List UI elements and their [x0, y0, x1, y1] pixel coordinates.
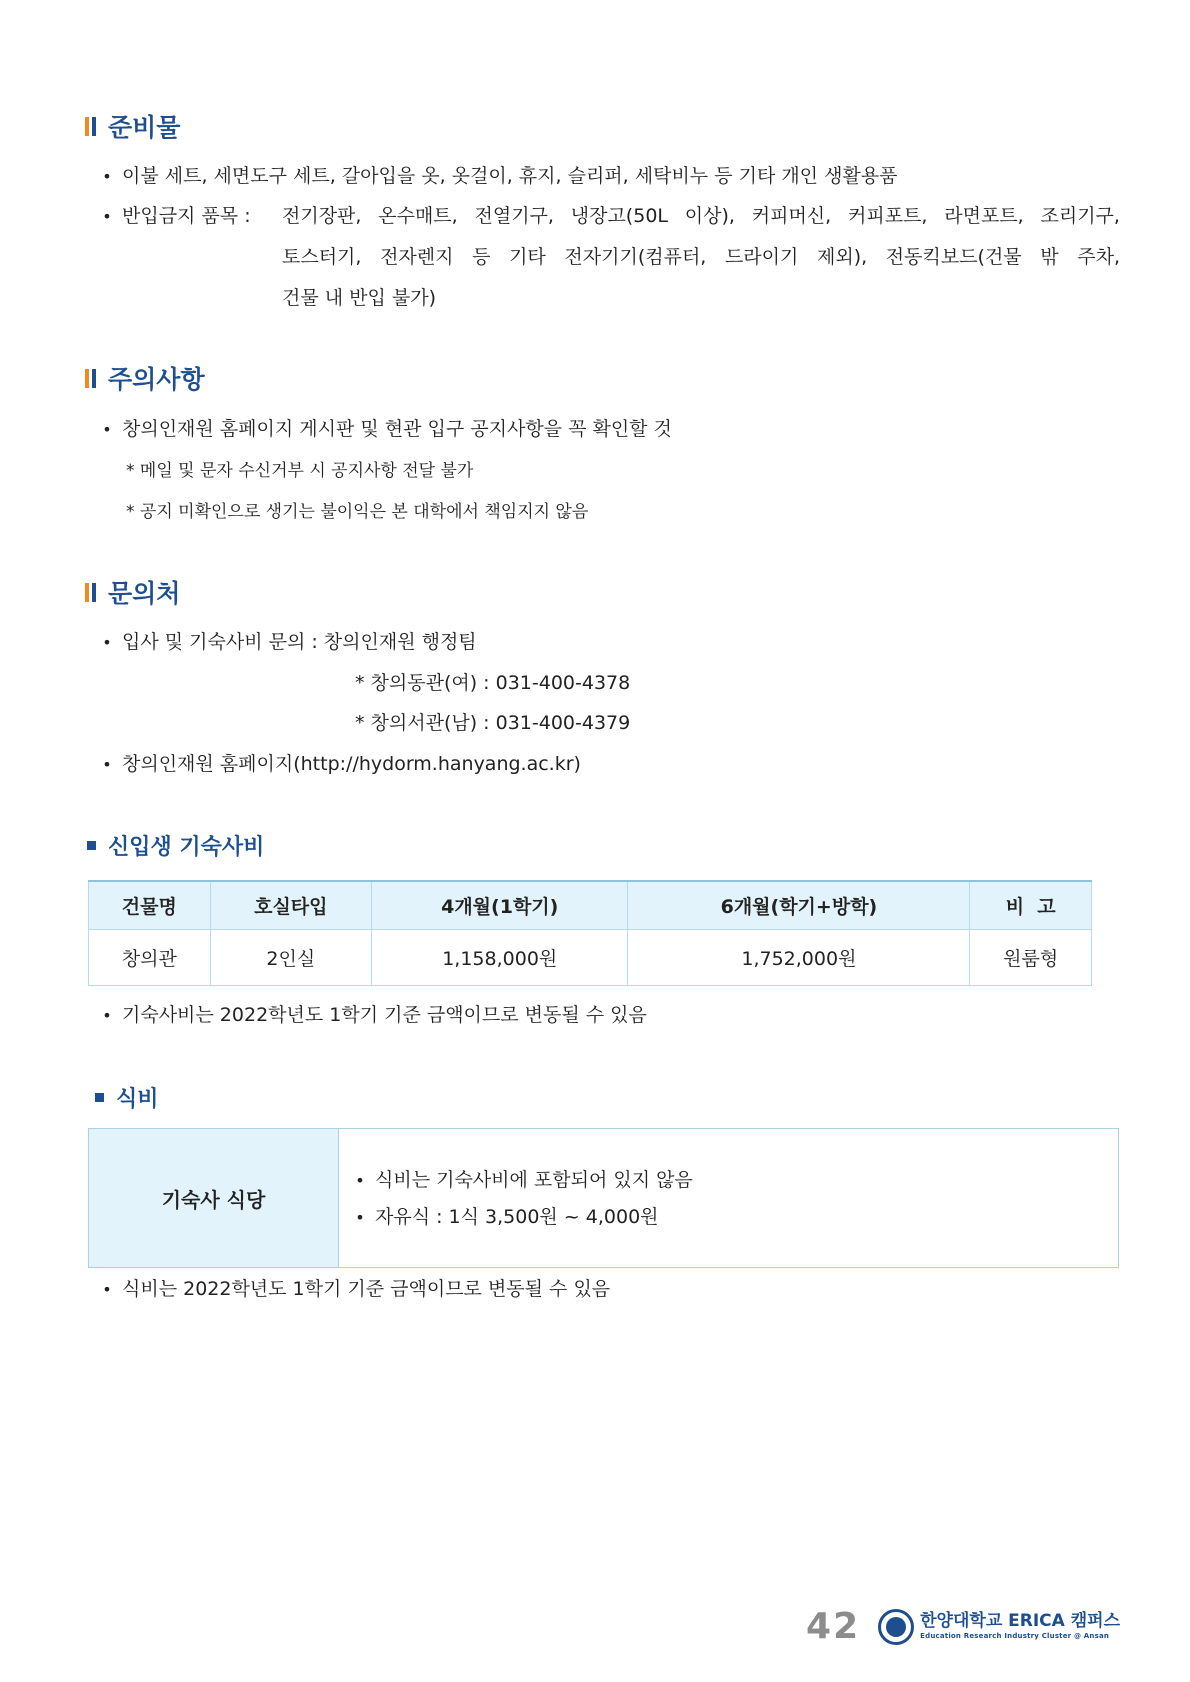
bullet-icon: •: [102, 420, 112, 439]
list-item: • 입사 및 기숙사비 문의 : 창의인재원 행정팀: [98, 627, 477, 654]
banned-item-word: 온수매트,: [378, 205, 458, 227]
table-header-row: [89, 881, 1092, 929]
table-cell: 1,752,000원: [628, 929, 970, 985]
banned-item-word: 제외),: [816, 246, 868, 268]
table-row: [89, 929, 1092, 985]
fees-note: • 기숙사비는 2022학년도 1학기 기준 금액이므로 변동될 수 있음: [98, 1000, 647, 1027]
list-item-homepage: • 창의인재원 홈페이지(http://hydorm.hanyang.ac.kr): [98, 749, 581, 776]
banned-item-word: 기타: [509, 246, 546, 268]
meal-note: • 식비는 2022학년도 1학기 기준 금액이므로 변동될 수 있음: [98, 1274, 610, 1301]
banned-item-word: 커피포트,: [847, 205, 928, 227]
square-bullet-icon: [95, 1093, 104, 1102]
bullet-icon: •: [355, 1171, 365, 1190]
banned-item-word: 조리기구,: [1040, 205, 1120, 227]
list-item: • 창의인재원 홈페이지 게시판 및 현관 입구 공지사항을 꼭 확인할 것: [98, 414, 672, 441]
banned-item-word: 밖: [1040, 246, 1059, 268]
page-number: 42: [806, 1606, 861, 1647]
table-header-cell: 4개월(1학기): [372, 881, 628, 929]
banned-item-word: 라면포트,: [944, 205, 1024, 227]
heading-bars-icon: [85, 583, 96, 602]
list-item: • 이불 세트, 세면도구 세트, 갈아입을 옷, 옷걸이, 휴지, 슬리퍼, 세탁비누 등 기타 개인 생활용품: [98, 161, 898, 188]
table-header-cell: 건물명: [89, 881, 211, 929]
banned-item-word: 전열기구,: [474, 205, 554, 227]
banned-item-word: 전자기기(컴퓨터,: [564, 246, 707, 268]
banned-item-word: 주차,: [1077, 246, 1120, 268]
meal-label: 기숙사 식당: [89, 1129, 339, 1267]
prep-title: 준비물: [108, 113, 181, 142]
fees-title: 신입생 기숙사비: [87, 830, 264, 861]
banned-item-word: 전자렌지: [380, 246, 454, 268]
list-item: • 자유식 : 1식 3,500원 ~ 4,000원: [351, 1202, 1118, 1229]
banned-item-word: 토스터기,: [282, 246, 362, 268]
list-item-banned: • 반입금지 품목 :: [98, 201, 251, 228]
caution-title: 주의사항: [108, 365, 205, 394]
bullet-icon: •: [102, 755, 112, 774]
table-header-cell: 호실타입: [210, 881, 371, 929]
heading-bars-icon: [85, 369, 96, 388]
note-1: * 메일 및 문자 수신거부 시 공지사항 전달 불가: [126, 461, 474, 481]
banned-items-line-3: 건물 내 반입 불가): [282, 287, 437, 309]
banned-item-word: 전기장판,: [282, 205, 362, 227]
bullet-icon: •: [102, 1280, 112, 1299]
fees-table: [88, 880, 1092, 986]
list-item: • 식비는 기숙사비에 포함되어 있지 않음: [351, 1165, 1118, 1192]
section-title-caution: [85, 360, 205, 396]
banned-item-word: 이상),: [684, 205, 735, 227]
table-header-cell: 비 고: [970, 881, 1092, 929]
table-cell: 원룸형: [970, 929, 1092, 985]
banned-items-line-2: [282, 242, 1120, 269]
note-2: * 공지 미확인으로 생기는 불이익은 본 대학에서 책임지지 않음: [126, 502, 589, 522]
page-footer: [806, 1606, 1120, 1647]
table-cell: 2인실: [210, 929, 371, 985]
banned-item-word: 냉장고(50L: [570, 205, 668, 227]
section-title-contact: [85, 574, 180, 610]
banned-item-word: 커피머신,: [751, 205, 832, 227]
table-header-cell: 6개월(학기+방학): [628, 881, 970, 929]
meal-details: [339, 1129, 1118, 1267]
contact-phone-west: * 창의서관(남) : 031-400-4379: [355, 712, 631, 734]
table-cell: 1,158,000원: [372, 929, 628, 985]
section-title-prep: [85, 108, 180, 144]
banned-item-word: 드라이기: [724, 246, 799, 268]
table-cell: 창의관: [89, 929, 211, 985]
bullet-icon: •: [102, 207, 112, 226]
heading-bars-icon: [85, 117, 96, 136]
bullet-icon: •: [355, 1208, 365, 1227]
banned-item-word: 전동킥보드(건물: [885, 246, 1022, 268]
university-logo: 한양대학교 ERICA 캠퍼스 Education Research Industry Cluster @ Ansan: [920, 1611, 1120, 1640]
meal-title: 식비: [95, 1082, 159, 1113]
university-seal-icon: [878, 1609, 914, 1645]
bullet-icon: •: [102, 633, 112, 652]
bullet-icon: •: [102, 167, 112, 186]
bullet-icon: •: [102, 1006, 112, 1025]
square-bullet-icon: [87, 841, 96, 850]
contact-title: 문의처: [108, 579, 181, 608]
banned-items-line-1: [282, 201, 1120, 228]
contact-phone-east: * 창의동관(여) : 031-400-4378: [355, 672, 631, 694]
meal-table: [88, 1128, 1119, 1268]
banned-item-word: 등: [472, 246, 491, 268]
